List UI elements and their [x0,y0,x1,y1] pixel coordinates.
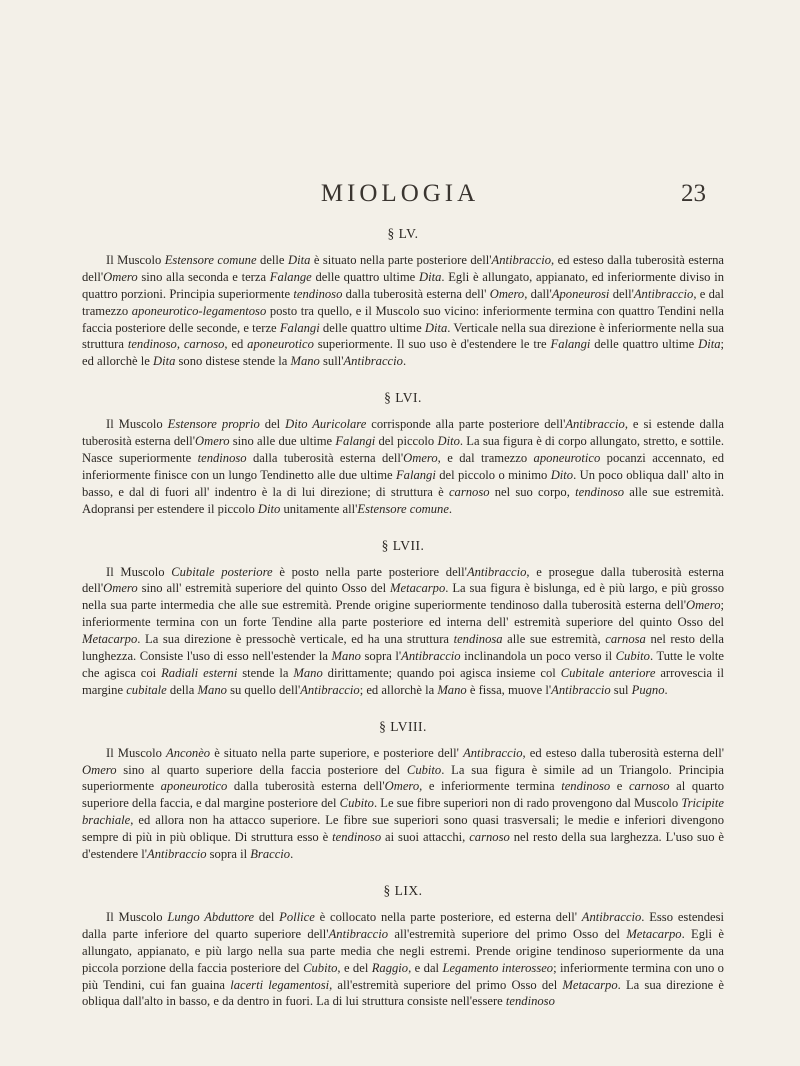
italic-term: Cubito [615,649,650,664]
text-run: sull' [319,354,344,369]
text-run: ; ed allorchè la [359,682,438,697]
italic-term: Falangi [279,320,320,335]
italic-term: Dito [437,434,460,449]
text-run: . La sua direzione è obliqua dall'alto in basso, e da dentro in fuori. La di lui struttura consiste nell'essere [82,977,724,1009]
italic-term: Metacarpo [626,926,682,941]
italic-term: carnoso [183,337,225,352]
text-run: è situato nella parte superiore, e posteriore dell' [210,745,464,760]
text-run: , ed [224,337,248,352]
text-run: Il Muscolo [106,564,172,579]
italic-term: Omero [403,450,438,465]
text-run: , e dal [408,960,443,975]
section-lvii [82,538,724,699]
text-run: e [610,779,629,794]
italic-term: Aponeurosi [551,286,610,301]
text-run: . La sua direzione è pressochè verticale, ed ha una struttura [137,632,454,647]
italic-term: Tricipite brachiale [82,796,724,828]
text-run: , e dal tramezzo [437,450,534,465]
text-run: sopra il [206,847,251,862]
text-run: stende la [237,665,294,680]
text-run: , [176,337,184,352]
text-run: , ed esteso dalla tuberosità esterna dell' [82,252,724,284]
text-run: . Egli è allungato, appianato, e più largo nella sua parte media che negli estremi. Prende origine tendinoso superiormente da una piccola porzione della faccia posteriore del [82,926,724,975]
text-run: Il Muscolo [106,909,168,924]
text-run: delle quattro ultime [311,269,419,284]
text-run: corrisponde alla parte posteriore dell' [366,417,566,432]
text-run: del [254,909,280,924]
text-run: . Tutte le volte che agisca coi [82,649,724,680]
section-lix [82,883,724,1010]
italic-term: lacerti legamentosi [230,977,330,992]
italic-term: Antibraccio [581,909,642,924]
italic-term: Mano [290,354,320,369]
italic-term: Radiali esterni [161,665,238,680]
text-run: sopra l' [360,649,402,664]
italic-term: Mano [293,665,323,680]
text-run: sino al quarto superiore della faccia posteriore del [116,762,407,777]
italic-term: Dita [287,252,311,267]
text-run: del piccolo [375,434,438,449]
text-run: posto tra quello, e il Muscolo suo vicino: inferiormente termina con quattro Tendini nella faccia posteriore delle seconde, e terze [82,303,724,335]
italic-term: tendinoso [127,337,177,352]
section-paragraph [82,416,724,517]
text-run: . Egli è allungato, appianato, ed inferiormente diviso in quattro porzioni. Principia superiormente [82,269,724,301]
italic-term: Mano [197,682,227,697]
italic-term: Falangi [335,434,376,449]
text-run: sino all' estremità superiore del quinto Osso del [137,581,391,596]
text-run: dalla tuberosità esterna dell' [246,450,404,465]
italic-term: carnoso [628,779,670,794]
italic-term: Antibraccio [343,354,403,369]
italic-term: Dita [424,320,448,335]
text-run: unitamente all' [280,501,358,516]
text-run: è collocato nella parte posteriore, ed esterna dell' [314,909,582,924]
text-run: dalla tuberosità esterna dell' [227,779,385,794]
italic-term: Metacarpo [82,632,138,647]
text-run: Il Muscolo [106,252,165,267]
text-run: del piccolo o minimo [435,467,551,482]
text-run: ai suoi attacchi, [381,830,470,845]
text-run: delle [256,252,288,267]
italic-term: Falange [269,269,312,284]
text-run: . [402,354,407,369]
italic-term: Omero [195,434,230,449]
italic-term: Omero [82,762,117,777]
section-lviii [82,719,724,863]
italic-term: Dita [698,337,721,352]
text-run: al quarto superiore della faccia, e dal margine posteriore del [82,779,724,811]
text-run: sono distese stende la [175,354,291,369]
italic-term: Omero [685,598,721,613]
text-run: delle quattro ultime [319,320,425,335]
italic-term: Mano [331,649,361,664]
italic-term: Raggio [371,960,409,975]
section-paragraph [82,564,724,699]
text-run: sino alle due ultime [229,434,336,449]
text-run: . [448,501,453,516]
text-run: dalla tuberosità esterna dell' [342,286,490,301]
italic-term: tendinoso [575,484,625,499]
italic-term: Antibraccio [551,682,611,697]
section-paragraph [82,745,724,863]
text-run: nel resto della sua larghezza. L'uso suo è d'estendere l' [82,830,724,862]
italic-term: Dita [418,269,442,284]
section-heading: § LVIII. [379,718,427,734]
text-run: arrovescia il margine [82,665,724,697]
italic-term: Omero [103,269,138,284]
italic-term: cubitale [126,682,167,697]
italic-term: Antibraccio [401,649,461,664]
text-run: alle sue estremità. Adopransi per estendere il piccolo [82,484,725,516]
italic-term: carnoso [469,830,510,845]
text-run: . Esso estendesi dalla parte inferiore del quarto superiore dell' [82,909,724,941]
text-run: delle quattro ultime [590,337,699,352]
italic-term: Omero [489,286,525,301]
section-paragraph [82,909,724,1010]
text-run: , dall' [524,286,552,301]
text-run: nel resto della lunghezza. Consiste l'uso di esso nell'estender la [82,632,724,664]
italic-term: Antibraccio [328,926,389,941]
italic-term: tendinoso [505,994,555,1009]
text-run: superiormente. Il suo uso è d'estendere le tre [313,337,551,352]
text-run: ; ed allorchè le [82,337,725,369]
text-run: , ed allora non ha attacco superiore. Le fibre sue superiori sono quasi trasversali; le medie e inferiori divengono sempre di più in più oblique. Di struttura esso è [82,813,724,845]
italic-term: Estensore comune [164,252,257,267]
text-run: . Verticale nella sua direzione è inferiormente nella sua struttura [82,320,725,352]
italic-term: Omero [103,581,138,596]
italic-term: Antibraccio [565,417,625,432]
italic-term: Pugno [631,682,665,697]
italic-term: Metacarpo [562,977,618,992]
text-run: alle sue estremità, [502,632,606,647]
section-heading: § LVII. [381,537,425,553]
page-body [82,226,724,1030]
text-run: , e prosegue dalla tuberosità esterna dell' [82,564,724,596]
italic-term: Estensore proprio [167,417,260,432]
running-title: MIOLOGIA [320,180,480,207]
page-number: 23 [681,180,706,207]
section-lv [82,226,724,370]
text-run: . [664,682,668,697]
italic-term: Cubito [303,960,338,975]
text-run: è situato nella parte posteriore dell' [310,252,492,267]
text-run: della [166,682,198,697]
italic-term: tendinoso [293,286,343,301]
italic-term: Estensore comune [357,501,449,516]
text-run: ; inferiormente termina con uno o più Tendini, cui fan guaina [82,960,724,992]
text-run: del [259,417,286,432]
italic-term: Cubitale posteriore [171,564,273,579]
italic-term: aponeurotico [247,337,314,352]
text-run: . Un poco obliqua dall' alto in basso, e dal di fuori all' indentro è la di lui direzione; di struttura è [82,467,724,499]
italic-term: Cubito [406,762,442,777]
section-heading: § LIX. [383,883,423,898]
italic-term: Legamento interosseo [442,960,554,975]
text-run: , ed esteso dalla tuberosità esterna dell' [522,745,724,760]
italic-term: Antibraccio [466,564,527,579]
italic-term: tendinoso [332,830,382,845]
italic-term: Metacarpo [390,581,446,596]
italic-term: Cubito [339,796,374,811]
text-run: inclinandola un poco verso il [460,649,616,664]
italic-term: Dito Auricolare [285,417,367,432]
italic-term: Lungo Abduttore [167,909,255,924]
italic-term: Dita [152,354,176,369]
text-run: . La sua figura è bislunga, ed è più largo, e più grosso nella sua parte intermedia che alle sue estremità. Prende origine superiormente tendinoso dalla tuberosità esterna dell' [82,581,725,613]
text-run: , e si estende dalla tuberosità esterna dell' [82,417,724,449]
italic-term: Antibraccio [491,252,552,267]
italic-term: tendinoso [197,450,247,465]
text-run: , all'estremità superiore del primo Osso del [329,977,563,992]
italic-term: aponeurotico [160,779,228,794]
text-run: all'estremità superiore del primo Osso del [388,926,627,941]
italic-term: aponeurotico [533,450,601,465]
text-run: . [290,847,294,862]
italic-term: Anconèo [166,745,211,760]
italic-term: Antibraccio [147,847,207,862]
text-run: dell' [609,286,634,301]
italic-term: tendinoso [561,779,611,794]
text-run: è fissa, muove l' [466,682,552,697]
italic-term: Mano [437,682,467,697]
italic-term: tendinosa [453,632,503,647]
text-run: è posto nella parte posteriore dell' [272,564,467,579]
italic-term: Dito [550,467,574,482]
text-run: . La sua figura è di corpo allungato, stretto, e sottile. Nasce superiormente [82,434,724,465]
italic-term: aponeurotico-legamentoso [131,303,267,318]
italic-term: Antibraccio [633,286,694,301]
text-run: sino alla seconda e terza [137,269,270,284]
italic-term: Antibraccio [300,682,360,697]
italic-term: Falangi [550,337,591,352]
page-header [0,180,800,220]
text-run: dirittamente; quando poi agisca insieme col [322,665,561,680]
section-heading: § LV. [387,226,419,241]
italic-term: carnoso [448,484,490,499]
italic-term: Omero [384,779,420,794]
text-run: , e inferiormente termina [419,779,562,794]
section-paragraph [82,252,724,370]
text-run: pocanzi accennato, ed inferiormente finisce con un lungo Tendinetto alle due ultime [82,450,724,482]
italic-term: Cubitale anteriore [560,665,656,680]
italic-term: Pollice [279,909,315,924]
text-run: sul [610,682,632,697]
italic-term: Dito [257,501,281,516]
text-run: , e del [337,960,372,975]
italic-term: Falangi [395,467,436,482]
section-heading: § LVI. [384,390,422,406]
text-run: . La sua figura è simile ad un Triangolo. Principia superiormente [82,762,724,794]
section-lvi [82,390,724,517]
italic-term: carnosa [605,632,646,647]
text-run: . Le sue fibre superiori non di rado provengono dal Muscolo [373,796,682,811]
text-run: Il Muscolo [106,745,167,760]
text-run: , e dal tramezzo [82,286,725,318]
text-run: ; inferiormente termina con un forte Tendine alla parte posteriore ed interna dell' estremità superiore del quinto Osso del [82,598,724,630]
text-run: Il Muscolo [106,417,168,432]
text-run: su quello dell' [226,682,301,697]
italic-term: Braccio [250,847,291,862]
italic-term: Antibraccio [463,745,523,760]
text-run: nel suo corpo, [489,484,576,499]
